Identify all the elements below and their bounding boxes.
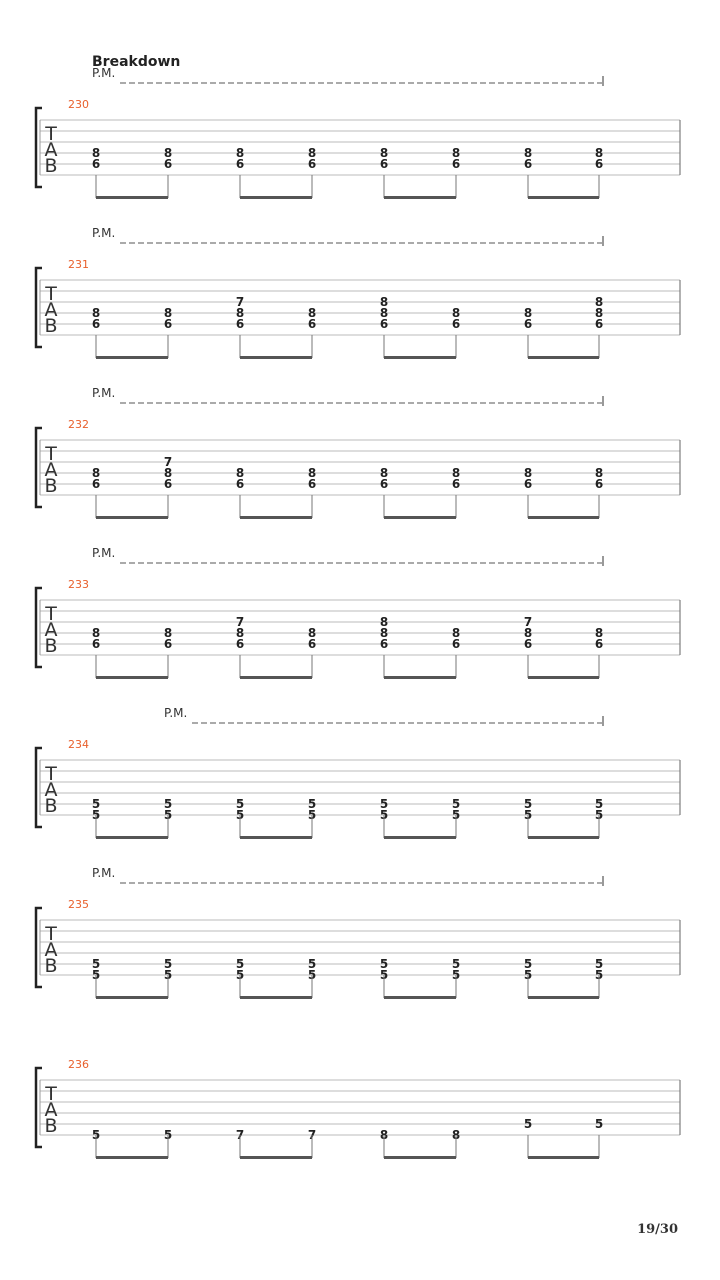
fret-number: 8 [379,466,389,480]
fret-number: 6 [379,317,389,331]
fret-number: 8 [163,626,173,640]
palm-mute-label: P.M. [92,386,116,400]
fret-number: 6 [451,157,461,171]
fret-number: 5 [91,808,101,822]
fret-number: 5 [594,957,604,971]
eighth-beam [528,676,599,679]
tab-clef-letter: T [45,603,57,625]
eighth-beam [384,356,456,359]
fret-number: 6 [91,637,101,651]
fret-number: 8 [307,626,317,640]
fret-number: 5 [379,957,389,971]
palm-mute-label: P.M. [92,546,116,560]
fret-number: 6 [307,637,317,651]
fret-number: 5 [523,1117,533,1131]
fret-number: 6 [91,477,101,491]
fret-number: 8 [91,626,101,640]
palm-mute-label: P.M. [92,226,116,240]
tab-clef-letter: A [44,779,58,801]
fret-number: 6 [379,477,389,491]
fret-number: 5 [235,797,245,811]
fret-number: 5 [91,797,101,811]
fret-number: 7 [307,1128,317,1142]
fret-number: 5 [91,1128,101,1142]
fret-number: 6 [307,317,317,331]
fret-number: 6 [235,157,245,171]
fret-number: 8 [523,626,533,640]
fret-number: 5 [451,968,461,982]
fret-number: 5 [523,957,533,971]
fret-number: 5 [594,808,604,822]
fret-number: 8 [451,466,461,480]
fret-number: 5 [523,808,533,822]
fret-number: 6 [235,637,245,651]
page-number: 19/30 [637,1222,678,1237]
fret-number: 8 [91,146,101,160]
eighth-beam [528,516,599,519]
tab-clef-letter: T [45,923,57,945]
eighth-beam [96,356,168,359]
fret-number: 7 [163,455,173,469]
fret-number: 8 [307,146,317,160]
fret-number: 7 [235,1128,245,1142]
fret-number: 6 [451,637,461,651]
tab-clef-letter: A [44,619,58,641]
tab-clef-letter: A [44,459,58,481]
eighth-beam [240,996,312,999]
measure-number: 236 [68,1058,89,1071]
fret-number: 8 [91,306,101,320]
fret-number: 8 [594,626,604,640]
fret-number: 6 [594,317,604,331]
fret-number: 8 [235,466,245,480]
eighth-beam [384,676,456,679]
fret-number: 5 [523,797,533,811]
eighth-beam [96,676,168,679]
fret-number: 8 [379,615,389,629]
palm-mute-label: P.M. [92,66,116,80]
tab-clef-letter: B [44,635,58,657]
fret-number: 6 [594,477,604,491]
measure-number: 232 [68,418,89,431]
fret-number: 5 [307,968,317,982]
fret-number: 8 [523,146,533,160]
tab-clef-letter: T [45,123,57,145]
tab-clef-letter: T [45,763,57,785]
fret-number: 8 [594,306,604,320]
fret-number: 5 [235,808,245,822]
fret-number: 8 [163,146,173,160]
fret-number: 8 [379,626,389,640]
measure-number: 233 [68,578,89,591]
tab-clef-letter: B [44,955,58,977]
fret-number: 8 [594,146,604,160]
fret-number: 5 [594,797,604,811]
tab-clef-letter: B [44,795,58,817]
eighth-beam [240,516,312,519]
eighth-beam [240,356,312,359]
palm-mute-label: P.M. [92,866,116,880]
fret-number: 5 [235,968,245,982]
eighth-beam [240,1156,312,1159]
fret-number: 6 [163,477,173,491]
fret-number: 5 [379,968,389,982]
fret-number: 6 [451,477,461,491]
measure-number: 235 [68,898,89,911]
fret-number: 8 [379,295,389,309]
fret-number: 8 [91,466,101,480]
fret-number: 7 [523,615,533,629]
eighth-beam [528,996,599,999]
fret-number: 8 [451,626,461,640]
fret-number: 5 [451,797,461,811]
tab-clef-letter: A [44,1099,58,1121]
fret-number: 5 [307,797,317,811]
tab-clef-letter: B [44,475,58,497]
tab-clef-letter: B [44,155,58,177]
fret-number: 5 [163,797,173,811]
fret-number: 8 [163,466,173,480]
fret-number: 8 [379,1128,389,1142]
eighth-beam [240,196,312,199]
fret-number: 8 [235,626,245,640]
fret-number: 8 [235,306,245,320]
fret-number: 8 [379,146,389,160]
fret-number: 7 [235,615,245,629]
tab-clef-letter: T [45,283,57,305]
fret-number: 5 [163,968,173,982]
fret-number: 6 [235,477,245,491]
palm-mute-label: P.M. [164,706,188,720]
fret-number: 6 [163,157,173,171]
fret-number: 8 [594,466,604,480]
fret-number: 6 [379,157,389,171]
fret-number: 5 [163,957,173,971]
eighth-beam [384,1156,456,1159]
eighth-beam [528,836,599,839]
fret-number: 6 [163,317,173,331]
fret-number: 6 [379,637,389,651]
fret-number: 5 [91,968,101,982]
fret-number: 5 [307,808,317,822]
section-title: Breakdown [92,54,181,70]
tab-clef-letter: B [44,315,58,337]
fret-number: 8 [163,306,173,320]
eighth-beam [240,836,312,839]
fret-number: 8 [523,466,533,480]
tab-clef-letter: T [45,1083,57,1105]
fret-number: 5 [379,808,389,822]
fret-number: 6 [523,477,533,491]
fret-number: 6 [594,157,604,171]
fret-number: 6 [594,637,604,651]
fret-number: 6 [91,157,101,171]
eighth-beam [384,836,456,839]
fret-number: 6 [451,317,461,331]
tab-clef-letter: A [44,939,58,961]
eighth-beam [96,196,168,199]
fret-number: 5 [91,957,101,971]
fret-number: 5 [594,968,604,982]
fret-number: 5 [163,1128,173,1142]
fret-number: 8 [451,146,461,160]
eighth-beam [240,676,312,679]
fret-number: 5 [523,968,533,982]
eighth-beam [528,356,599,359]
fret-number: 8 [307,466,317,480]
eighth-beam [96,836,168,839]
tab-clef-letter: T [45,443,57,465]
fret-number: 5 [379,797,389,811]
measure-number: 230 [68,98,89,111]
fret-number: 8 [451,306,461,320]
fret-number: 6 [91,317,101,331]
eighth-beam [96,1156,168,1159]
fret-number: 5 [235,957,245,971]
fret-number: 5 [451,808,461,822]
fret-number: 8 [235,146,245,160]
eighth-beam [96,996,168,999]
eighth-beam [528,196,599,199]
measure-number: 234 [68,738,89,751]
fret-number: 8 [379,306,389,320]
fret-number: 8 [594,295,604,309]
eighth-beam [384,516,456,519]
fret-number: 6 [307,477,317,491]
eighth-beam [384,196,456,199]
tab-clef-letter: A [44,139,58,161]
fret-number: 7 [235,295,245,309]
fret-number: 5 [307,957,317,971]
eighth-beam [384,996,456,999]
fret-number: 6 [523,317,533,331]
fret-number: 8 [523,306,533,320]
fret-number: 5 [451,957,461,971]
eighth-beam [96,516,168,519]
fret-number: 6 [163,637,173,651]
eighth-beam [528,1156,599,1159]
fret-number: 8 [451,1128,461,1142]
fret-number: 6 [523,637,533,651]
fret-number: 5 [163,808,173,822]
fret-number: 6 [523,157,533,171]
measure-number: 231 [68,258,89,271]
fret-number: 6 [235,317,245,331]
fret-number: 6 [307,157,317,171]
fret-number: 5 [594,1117,604,1131]
tab-clef-letter: A [44,299,58,321]
tab-clef-letter: B [44,1115,58,1137]
fret-number: 8 [307,306,317,320]
